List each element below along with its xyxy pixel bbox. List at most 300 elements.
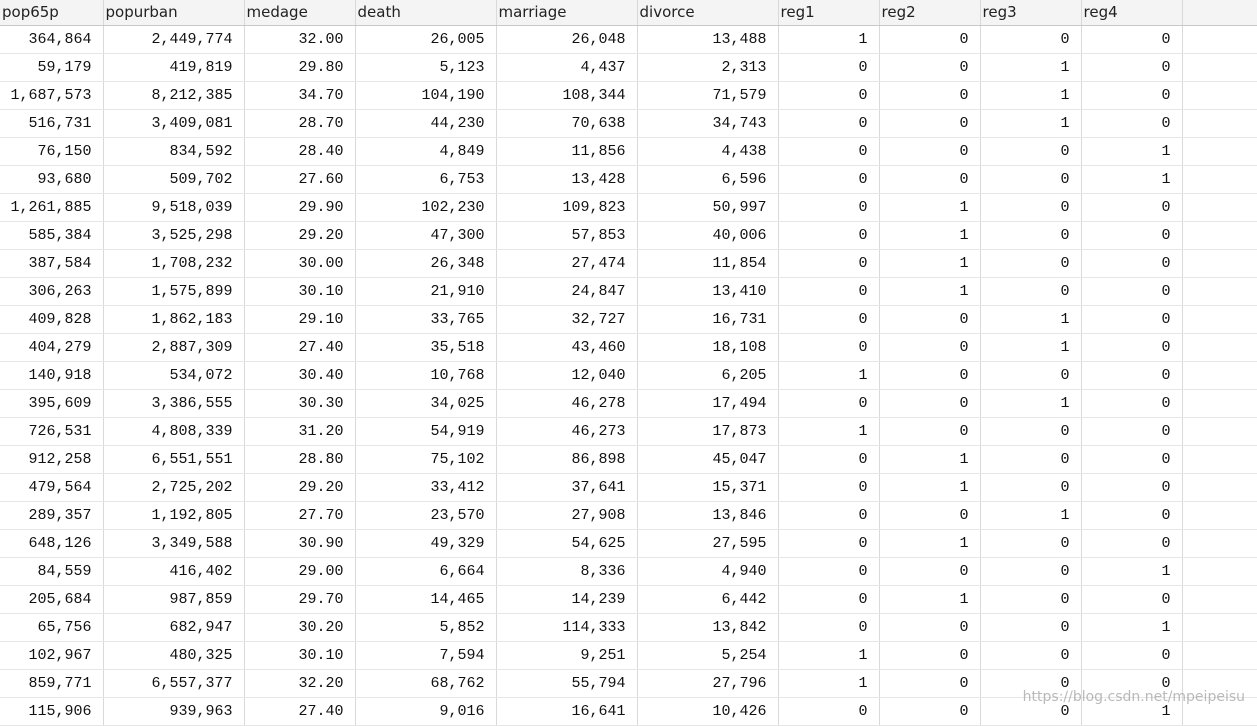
table-cell[interactable]: 0: [778, 221, 879, 249]
table-cell[interactable]: 34,025: [355, 389, 496, 417]
table-cell[interactable]: 108,344: [496, 81, 637, 109]
table-cell[interactable]: 6,664: [355, 557, 496, 585]
column-header[interactable]: divorce: [637, 0, 778, 25]
table-cell[interactable]: 32.20: [244, 669, 355, 697]
column-header[interactable]: reg2: [879, 0, 980, 25]
table-cell[interactable]: 0: [980, 641, 1081, 669]
table-cell[interactable]: 0: [980, 137, 1081, 165]
table-cell[interactable]: 32,727: [496, 305, 637, 333]
table-cell[interactable]: 0: [778, 193, 879, 221]
table-cell[interactable]: 0: [1081, 585, 1182, 613]
table-cell[interactable]: 27.70: [244, 501, 355, 529]
table-cell[interactable]: 0: [778, 445, 879, 473]
table-cell[interactable]: 0: [980, 445, 1081, 473]
table-cell[interactable]: 0: [778, 389, 879, 417]
table-cell[interactable]: 682,947: [103, 613, 244, 641]
table-cell[interactable]: 1: [879, 193, 980, 221]
table-cell[interactable]: 0: [879, 557, 980, 585]
table-cell[interactable]: 1: [778, 417, 879, 445]
table-cell[interactable]: 11,856: [496, 137, 637, 165]
table-cell[interactable]: 102,230: [355, 193, 496, 221]
table-cell[interactable]: 114,333: [496, 613, 637, 641]
table-cell[interactable]: 1: [879, 249, 980, 277]
table-cell[interactable]: 30.40: [244, 361, 355, 389]
column-header[interactable]: popurban: [103, 0, 244, 25]
table-cell[interactable]: 1: [879, 221, 980, 249]
table-cell[interactable]: 28.80: [244, 445, 355, 473]
table-cell[interactable]: 0: [980, 277, 1081, 305]
table-cell[interactable]: 13,846: [637, 501, 778, 529]
table-cell[interactable]: 8,212,385: [103, 81, 244, 109]
table-cell[interactable]: 0: [980, 697, 1081, 725]
table-cell[interactable]: 49,329: [355, 529, 496, 557]
table-cell[interactable]: 0: [879, 333, 980, 361]
table-cell[interactable]: 68,762: [355, 669, 496, 697]
table-cell[interactable]: 13,428: [496, 165, 637, 193]
table-cell[interactable]: 0: [1081, 305, 1182, 333]
table-row: [0, 389, 1257, 417]
table-cell[interactable]: 0: [1081, 249, 1182, 277]
table-cell[interactable]: 12,040: [496, 361, 637, 389]
table-cell[interactable]: 0: [778, 613, 879, 641]
table-row: [0, 305, 1257, 333]
table-cell[interactable]: 6,753: [355, 165, 496, 193]
table-row: [0, 277, 1257, 305]
table-row: [0, 53, 1257, 81]
table-cell[interactable]: 0: [980, 585, 1081, 613]
table-row: [0, 669, 1257, 697]
table-cell[interactable]: 0: [778, 165, 879, 193]
table-cell[interactable]: 4,849: [355, 137, 496, 165]
table-cell[interactable]: 387,584: [0, 249, 103, 277]
table-cell[interactable]: 2,449,774: [103, 25, 244, 53]
table-cell[interactable]: 35,518: [355, 333, 496, 361]
table-cell[interactable]: 29.20: [244, 473, 355, 501]
table-cell[interactable]: 416,402: [103, 557, 244, 585]
table-cell[interactable]: 0: [778, 305, 879, 333]
table-cell[interactable]: 0: [778, 249, 879, 277]
table-row: [0, 697, 1257, 725]
table-row: [0, 333, 1257, 361]
table-cell[interactable]: 10,768: [355, 361, 496, 389]
table-cell[interactable]: 2,725,202: [103, 473, 244, 501]
table-cell[interactable]: 24,847: [496, 277, 637, 305]
column-header[interactable]: marriage: [496, 0, 637, 25]
table-cell[interactable]: 585,384: [0, 221, 103, 249]
table-cell[interactable]: 0: [1081, 641, 1182, 669]
table-cell[interactable]: 6,205: [637, 361, 778, 389]
row-filler: [1182, 557, 1257, 585]
table-cell[interactable]: 479,564: [0, 473, 103, 501]
table-cell[interactable]: 0: [778, 501, 879, 529]
table-cell[interactable]: 10,426: [637, 697, 778, 725]
table-cell[interactable]: 45,047: [637, 445, 778, 473]
table-cell[interactable]: 102,967: [0, 641, 103, 669]
table-cell[interactable]: 939,963: [103, 697, 244, 725]
table-cell[interactable]: 4,438: [637, 137, 778, 165]
table-cell[interactable]: 47,300: [355, 221, 496, 249]
table-cell[interactable]: 0: [1081, 193, 1182, 221]
table-cell[interactable]: 76,150: [0, 137, 103, 165]
column-header[interactable]: reg1: [778, 0, 879, 25]
table-cell[interactable]: 0: [778, 277, 879, 305]
table-cell[interactable]: 0: [980, 529, 1081, 557]
table-cell[interactable]: 509,702: [103, 165, 244, 193]
table-row: [0, 473, 1257, 501]
table-cell[interactable]: 1: [1081, 137, 1182, 165]
table-cell[interactable]: 84,559: [0, 557, 103, 585]
table-cell[interactable]: 0: [879, 501, 980, 529]
table-cell[interactable]: 0: [980, 361, 1081, 389]
table-cell[interactable]: 1,862,183: [103, 305, 244, 333]
table-cell[interactable]: 70,638: [496, 109, 637, 137]
table-cell[interactable]: 0: [879, 641, 980, 669]
table-cell[interactable]: 75,102: [355, 445, 496, 473]
table-cell[interactable]: 29.70: [244, 585, 355, 613]
column-header[interactable]: death: [355, 0, 496, 25]
table-cell[interactable]: 43,460: [496, 333, 637, 361]
table-cell[interactable]: 0: [980, 473, 1081, 501]
table-row: [0, 25, 1257, 53]
table-cell[interactable]: 0: [879, 137, 980, 165]
table-cell[interactable]: 109,823: [496, 193, 637, 221]
table-cell[interactable]: 6,596: [637, 165, 778, 193]
table-cell[interactable]: 0: [1081, 53, 1182, 81]
table-cell[interactable]: 9,251: [496, 641, 637, 669]
table-cell[interactable]: 140,918: [0, 361, 103, 389]
table-cell[interactable]: 0: [1081, 417, 1182, 445]
table-row: [0, 249, 1257, 277]
table-cell[interactable]: 1: [1081, 557, 1182, 585]
table-cell[interactable]: 4,808,339: [103, 417, 244, 445]
table-cell[interactable]: 15,371: [637, 473, 778, 501]
table-cell[interactable]: 27,908: [496, 501, 637, 529]
table-cell[interactable]: 0: [980, 165, 1081, 193]
table-cell[interactable]: 29.90: [244, 193, 355, 221]
table-cell[interactable]: 65,756: [0, 613, 103, 641]
table-cell[interactable]: 0: [1081, 501, 1182, 529]
table-cell[interactable]: 26,048: [496, 25, 637, 53]
table-cell[interactable]: 0: [980, 417, 1081, 445]
row-filler: [1182, 277, 1257, 305]
table-row: [0, 501, 1257, 529]
table-cell[interactable]: 306,263: [0, 277, 103, 305]
table-cell[interactable]: 0: [1081, 25, 1182, 53]
table-cell[interactable]: 3,409,081: [103, 109, 244, 137]
table-cell[interactable]: 0: [1081, 445, 1182, 473]
table-cell[interactable]: 0: [879, 165, 980, 193]
table-cell[interactable]: 1,687,573: [0, 81, 103, 109]
table-cell[interactable]: 28.70: [244, 109, 355, 137]
table-cell[interactable]: 1: [879, 585, 980, 613]
table-cell[interactable]: 0: [879, 25, 980, 53]
table-cell[interactable]: 0: [980, 613, 1081, 641]
table-cell[interactable]: 0: [879, 81, 980, 109]
table-cell[interactable]: 3,349,588: [103, 529, 244, 557]
table-cell[interactable]: 1,708,232: [103, 249, 244, 277]
table-cell[interactable]: 2,313: [637, 53, 778, 81]
table-cell[interactable]: 30.00: [244, 249, 355, 277]
table-cell[interactable]: 3,525,298: [103, 221, 244, 249]
row-filler: [1182, 501, 1257, 529]
table-cell[interactable]: 29.10: [244, 305, 355, 333]
table-cell[interactable]: 0: [1081, 473, 1182, 501]
table-cell[interactable]: 0: [1081, 361, 1182, 389]
table-cell[interactable]: 26,005: [355, 25, 496, 53]
table-cell[interactable]: 0: [1081, 109, 1182, 137]
table-cell[interactable]: 480,325: [103, 641, 244, 669]
table-cell[interactable]: 1: [980, 305, 1081, 333]
table-cell[interactable]: 6,557,377: [103, 669, 244, 697]
table-cell[interactable]: 30.90: [244, 529, 355, 557]
table-cell[interactable]: 726,531: [0, 417, 103, 445]
row-filler: [1182, 445, 1257, 473]
table-cell[interactable]: 16,641: [496, 697, 637, 725]
table-cell[interactable]: 395,609: [0, 389, 103, 417]
table-row: [0, 165, 1257, 193]
table-cell[interactable]: 6,442: [637, 585, 778, 613]
table-cell[interactable]: 32.00: [244, 25, 355, 53]
table-cell[interactable]: 0: [778, 529, 879, 557]
row-filler: [1182, 25, 1257, 53]
table-cell[interactable]: 14,239: [496, 585, 637, 613]
table-cell[interactable]: 27.40: [244, 697, 355, 725]
table-cell[interactable]: 1: [1081, 697, 1182, 725]
table-cell[interactable]: 30.30: [244, 389, 355, 417]
table-cell[interactable]: 0: [778, 585, 879, 613]
table-cell[interactable]: 1: [879, 277, 980, 305]
table-cell[interactable]: 46,278: [496, 389, 637, 417]
table-cell[interactable]: 17,873: [637, 417, 778, 445]
table-cell[interactable]: 0: [778, 473, 879, 501]
table-cell[interactable]: 0: [1081, 221, 1182, 249]
table-cell[interactable]: 834,592: [103, 137, 244, 165]
table-cell[interactable]: 1: [980, 81, 1081, 109]
column-header[interactable]: reg4: [1081, 0, 1182, 25]
table-cell[interactable]: 1,192,805: [103, 501, 244, 529]
table-cell[interactable]: 23,570: [355, 501, 496, 529]
table-cell[interactable]: 27,595: [637, 529, 778, 557]
table-cell[interactable]: 1: [1081, 165, 1182, 193]
row-filler: [1182, 305, 1257, 333]
table-cell[interactable]: 55,794: [496, 669, 637, 697]
table-cell[interactable]: 27.60: [244, 165, 355, 193]
table-cell[interactable]: 27,474: [496, 249, 637, 277]
table-cell[interactable]: 93,680: [0, 165, 103, 193]
table-cell[interactable]: 1: [879, 473, 980, 501]
table-cell[interactable]: 0: [778, 697, 879, 725]
row-filler: [1182, 669, 1257, 697]
table-cell[interactable]: 0: [1081, 333, 1182, 361]
table-row: [0, 585, 1257, 613]
table-row: [0, 641, 1257, 669]
table-cell[interactable]: 859,771: [0, 669, 103, 697]
table-row: [0, 445, 1257, 473]
table-cell[interactable]: 0: [980, 249, 1081, 277]
watermark: https://blog.csdn.net/mpeipeisu: [1022, 689, 1245, 705]
table-cell[interactable]: 0: [980, 193, 1081, 221]
table-cell[interactable]: 18,108: [637, 333, 778, 361]
table-row: [0, 361, 1257, 389]
table-cell[interactable]: 54,625: [496, 529, 637, 557]
table-cell[interactable]: 0: [778, 333, 879, 361]
table-cell[interactable]: 0: [778, 137, 879, 165]
table-cell[interactable]: 34.70: [244, 81, 355, 109]
table-cell[interactable]: 13,842: [637, 613, 778, 641]
table-cell[interactable]: 59,179: [0, 53, 103, 81]
row-filler: [1182, 697, 1257, 725]
table-cell[interactable]: 1: [879, 529, 980, 557]
table-cell[interactable]: 0: [1081, 277, 1182, 305]
header-filler: [1182, 0, 1257, 25]
table-cell[interactable]: 5,254: [637, 641, 778, 669]
table-cell[interactable]: 31.20: [244, 417, 355, 445]
table-cell[interactable]: 115,906: [0, 697, 103, 725]
table-cell[interactable]: 30.10: [244, 277, 355, 305]
table-cell[interactable]: 0: [879, 697, 980, 725]
table-cell[interactable]: 516,731: [0, 109, 103, 137]
row-filler: [1182, 613, 1257, 641]
table-cell[interactable]: 534,072: [103, 361, 244, 389]
table-cell[interactable]: 104,190: [355, 81, 496, 109]
table-cell[interactable]: 0: [879, 417, 980, 445]
table-cell[interactable]: 33,412: [355, 473, 496, 501]
table-cell[interactable]: 13,410: [637, 277, 778, 305]
table-cell[interactable]: 14,465: [355, 585, 496, 613]
table-row: [0, 221, 1257, 249]
table-cell[interactable]: 0: [879, 613, 980, 641]
table-cell[interactable]: 0: [778, 109, 879, 137]
table-cell[interactable]: 16,731: [637, 305, 778, 333]
table-cell[interactable]: 33,765: [355, 305, 496, 333]
table-cell[interactable]: 2,887,309: [103, 333, 244, 361]
table-row: [0, 137, 1257, 165]
table-cell[interactable]: 27.40: [244, 333, 355, 361]
row-filler: [1182, 361, 1257, 389]
table-cell[interactable]: 0: [1081, 389, 1182, 417]
row-filler: [1182, 529, 1257, 557]
table-cell[interactable]: 11,854: [637, 249, 778, 277]
table-cell[interactable]: 1: [980, 501, 1081, 529]
row-filler: [1182, 81, 1257, 109]
column-header[interactable]: medage: [244, 0, 355, 25]
table-cell[interactable]: 0: [879, 361, 980, 389]
table-cell[interactable]: 912,258: [0, 445, 103, 473]
table-cell[interactable]: 6,551,551: [103, 445, 244, 473]
table-cell[interactable]: 1: [980, 389, 1081, 417]
table-cell[interactable]: 648,126: [0, 529, 103, 557]
table-cell[interactable]: 289,357: [0, 501, 103, 529]
column-header[interactable]: reg3: [980, 0, 1081, 25]
table-cell[interactable]: 30.20: [244, 613, 355, 641]
table-cell[interactable]: 1: [1081, 613, 1182, 641]
table-cell[interactable]: 50,997: [637, 193, 778, 221]
table-cell[interactable]: 29.20: [244, 221, 355, 249]
table-cell[interactable]: 37,641: [496, 473, 637, 501]
table-cell[interactable]: 1: [778, 641, 879, 669]
table-cell[interactable]: 29.80: [244, 53, 355, 81]
table-row: [0, 529, 1257, 557]
table-cell[interactable]: 5,852: [355, 613, 496, 641]
table-cell[interactable]: 0: [980, 557, 1081, 585]
table-cell[interactable]: 1: [980, 53, 1081, 81]
table-cell[interactable]: 0: [879, 305, 980, 333]
table-cell[interactable]: 0: [778, 557, 879, 585]
table-cell[interactable]: 8,336: [496, 557, 637, 585]
table-cell[interactable]: 1: [778, 25, 879, 53]
table-cell[interactable]: 0: [980, 221, 1081, 249]
table-cell[interactable]: 30.10: [244, 641, 355, 669]
table-cell[interactable]: 0: [879, 53, 980, 81]
table-cell[interactable]: 1: [879, 445, 980, 473]
table-cell[interactable]: 9,518,039: [103, 193, 244, 221]
table-cell[interactable]: 1: [980, 333, 1081, 361]
table-cell[interactable]: 21,910: [355, 277, 496, 305]
table-cell[interactable]: 40,006: [637, 221, 778, 249]
table-cell[interactable]: 0: [1081, 529, 1182, 557]
table-cell[interactable]: 46,273: [496, 417, 637, 445]
table-cell[interactable]: 17,494: [637, 389, 778, 417]
table-cell[interactable]: 5,123: [355, 53, 496, 81]
table-cell[interactable]: 4,437: [496, 53, 637, 81]
table-cell[interactable]: 27,796: [637, 669, 778, 697]
table-cell[interactable]: 0: [879, 109, 980, 137]
table-cell[interactable]: 1: [778, 669, 879, 697]
table-cell[interactable]: 0: [778, 81, 879, 109]
table-cell[interactable]: 0: [980, 25, 1081, 53]
table-cell[interactable]: 71,579: [637, 81, 778, 109]
table-cell[interactable]: 9,016: [355, 697, 496, 725]
table-cell[interactable]: 0: [879, 389, 980, 417]
table-cell[interactable]: 1,575,899: [103, 277, 244, 305]
table-cell[interactable]: 0: [1081, 669, 1182, 697]
table-cell[interactable]: 34,743: [637, 109, 778, 137]
table-cell[interactable]: 205,684: [0, 585, 103, 613]
table-cell[interactable]: 419,819: [103, 53, 244, 81]
table-cell[interactable]: 54,919: [355, 417, 496, 445]
table-cell[interactable]: 1,261,885: [0, 193, 103, 221]
table-cell[interactable]: 987,859: [103, 585, 244, 613]
row-filler: [1182, 585, 1257, 613]
table-cell[interactable]: 29.00: [244, 557, 355, 585]
table-cell[interactable]: 28.40: [244, 137, 355, 165]
table-row: [0, 81, 1257, 109]
table-cell[interactable]: 13,488: [637, 25, 778, 53]
table-cell[interactable]: 7,594: [355, 641, 496, 669]
table-cell[interactable]: 1: [980, 109, 1081, 137]
table-cell[interactable]: 86,898: [496, 445, 637, 473]
table-cell[interactable]: 26,348: [355, 249, 496, 277]
table-cell[interactable]: 57,853: [496, 221, 637, 249]
table-cell[interactable]: 3,386,555: [103, 389, 244, 417]
row-filler: [1182, 417, 1257, 445]
grid-body: [0, 25, 1257, 725]
table-cell[interactable]: 364,864: [0, 25, 103, 53]
table-cell[interactable]: 4,940: [637, 557, 778, 585]
table-cell[interactable]: 0: [778, 53, 879, 81]
table-cell[interactable]: 0: [980, 669, 1081, 697]
table-cell[interactable]: 44,230: [355, 109, 496, 137]
table-cell[interactable]: 0: [879, 669, 980, 697]
table-cell[interactable]: 404,279: [0, 333, 103, 361]
table-cell[interactable]: 0: [1081, 81, 1182, 109]
table-cell[interactable]: 1: [778, 361, 879, 389]
table-cell[interactable]: 409,828: [0, 305, 103, 333]
row-filler: [1182, 249, 1257, 277]
column-header[interactable]: pop65p: [0, 0, 103, 25]
table-row: [0, 613, 1257, 641]
row-filler: [1182, 473, 1257, 501]
